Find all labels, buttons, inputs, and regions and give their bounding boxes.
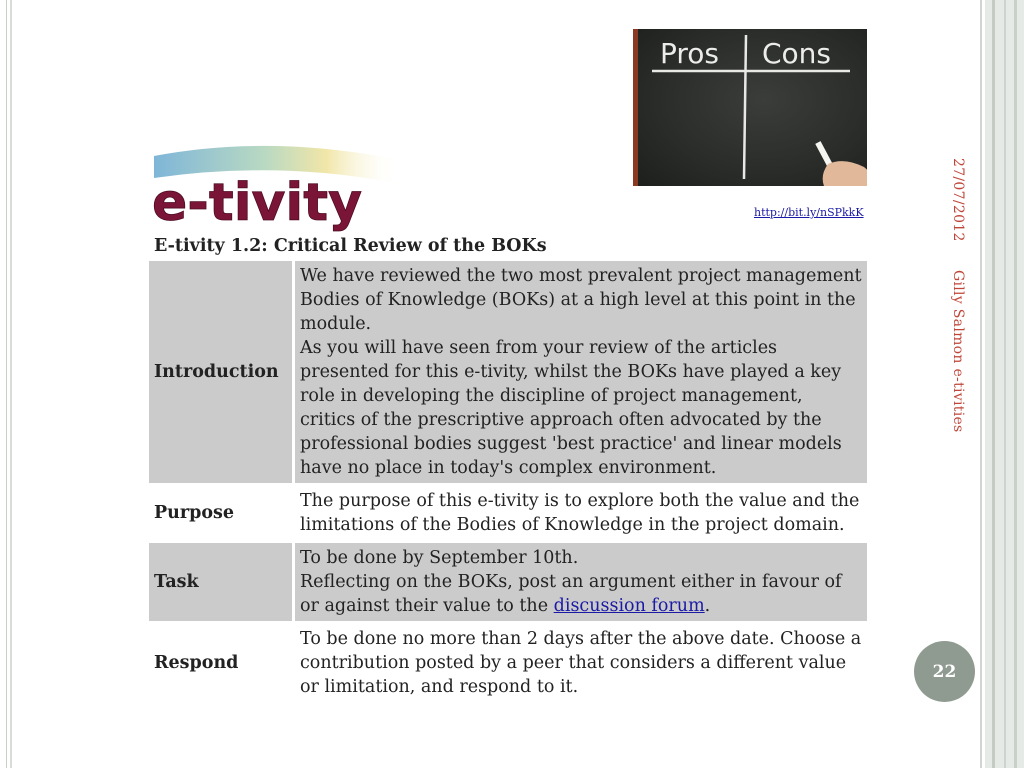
frame-line	[1014, 0, 1017, 768]
etivity-table	[149, 261, 867, 705]
cons-label: Cons	[762, 37, 832, 70]
frame-line	[980, 0, 982, 768]
slide-date: 27/07/2012	[950, 158, 966, 242]
table-row	[149, 623, 867, 704]
frame-line	[1004, 0, 1006, 768]
row-text-before-link: Reflecting on the BOKs, post an argument either in favour of or against their value to the	[300, 572, 842, 616]
pros-cons-chalkboard-image	[633, 29, 867, 186]
frame-line	[6, 0, 7, 768]
row-text: As you will have seen from your review of the articles presented for this e-tivity, whilst the BOKs have played a key role in developing the discipline of project management, critics of the prescriptive approach often advocated by the professional bodies suggest 'best practice' and linear models have no place in today's complex environment.	[300, 338, 842, 478]
row-label: Task	[149, 542, 294, 623]
row-text: To be done by September 10th.	[300, 548, 579, 568]
row-text	[300, 570, 862, 618]
row-content	[294, 261, 868, 485]
frame-line	[992, 0, 995, 768]
row-text: We have reviewed the two most prevalent project management Bodies of Knowledge (BOKs) at a high level at this point in the module.	[300, 266, 862, 334]
table-row	[149, 485, 867, 542]
row-content	[294, 485, 868, 542]
row-label: Respond	[149, 623, 294, 704]
row-label: Purpose	[149, 485, 294, 542]
row-content	[294, 542, 868, 623]
pros-label: Pros	[660, 37, 720, 70]
row-text-after-link: .	[704, 596, 711, 616]
logo-text: e-tivity	[152, 173, 363, 233]
image-source-link[interactable]: http://bit.ly/nSPkkK	[754, 206, 864, 219]
page-number-badge: 22	[914, 641, 975, 702]
table-row	[149, 261, 867, 485]
page-title: E-tivity 1.2: Critical Review of the BOKs	[154, 236, 547, 256]
frame-line	[10, 0, 12, 768]
etivity-logo	[150, 138, 412, 238]
row-text: The purpose of this e-tivity is to explore both the value and the limitations of the Bodies of Knowledge in the project domain.	[300, 491, 860, 535]
row-content	[294, 623, 868, 704]
slide-footer-author: Gilly Salmon e-tivities	[950, 270, 966, 433]
row-label: Introduction	[149, 261, 294, 485]
row-text: To be done no more than 2 days after the above date. Choose a contribution posted by a peer that considers a different value or limitation, and respond to it.	[300, 629, 862, 697]
discussion-forum-link[interactable]: discussion forum	[553, 596, 705, 616]
table-row	[149, 542, 867, 623]
